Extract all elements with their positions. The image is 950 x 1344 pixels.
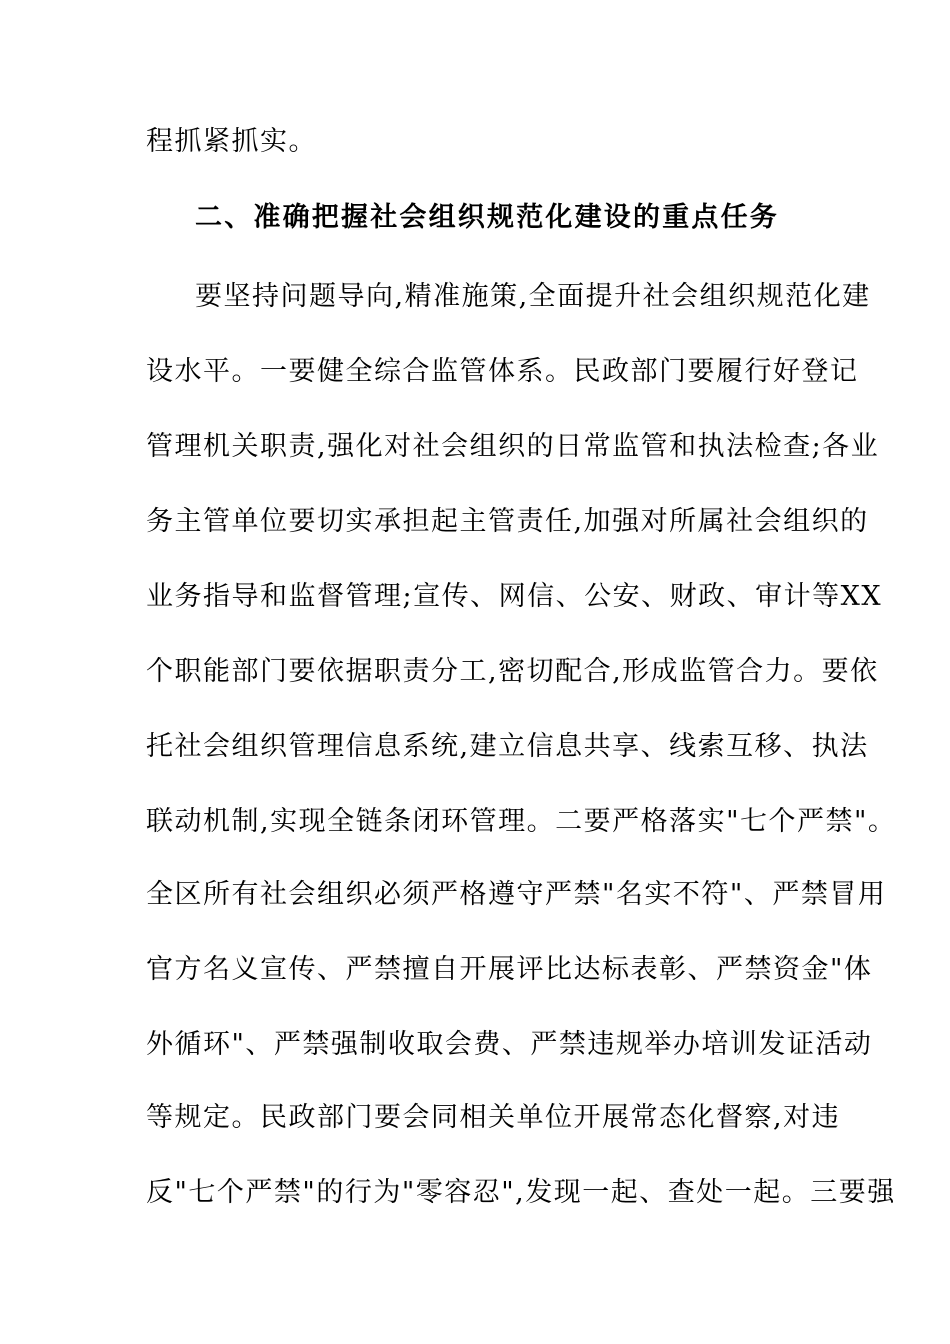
paragraph-line: 个职能部门要依据职责分工,密切配合,形成监管合力。要依 — [146, 656, 879, 687]
paragraph-line: 管理机关职责,强化对社会组织的日常监管和执法检查;各业 — [146, 431, 880, 462]
paragraph-line: 设水平。一要健全综合监管体系。民政部门要履行好登记 — [146, 356, 859, 387]
text-line-continuation: 程抓紧抓实。 — [146, 126, 317, 157]
section-heading: 二、准确把握社会组织规范化建设的重点任务 — [195, 202, 779, 233]
paragraph-line: 务主管单位要切实承担起主管责任,加强对所属社会组织的 — [146, 506, 869, 537]
paragraph-line: 联动机制,实现全链条闭环管理。二要严格落实"七个严禁"。 — [146, 806, 897, 837]
paragraph-line: 外循环"、严禁强制收取会费、严禁违规举办培训发证活动 — [146, 1029, 873, 1060]
paragraph-line: 反"七个严禁"的行为"零容忍",发现一起、查处一起。三要强 — [146, 1177, 896, 1208]
paragraph-line: 全区所有社会组织必须严格遵守严禁"名实不符"、严禁冒用 — [146, 879, 887, 910]
paragraph-line: 业务指导和监督管理;宣传、网信、公安、财政、审计等XX — [146, 581, 883, 612]
paragraph-line: 等规定。民政部门要会同相关单位开展常态化督察,对违 — [146, 1102, 841, 1133]
paragraph-line: 要坚持问题导向,精准施策,全面提升社会组织规范化建 — [195, 281, 871, 312]
paragraph-line: 托社会组织管理信息系统,建立信息共享、线索互移、执法 — [146, 731, 869, 762]
paragraph-line: 官方名义宣传、严禁擅自开展评比达标表彰、严禁资金"体 — [146, 954, 873, 985]
